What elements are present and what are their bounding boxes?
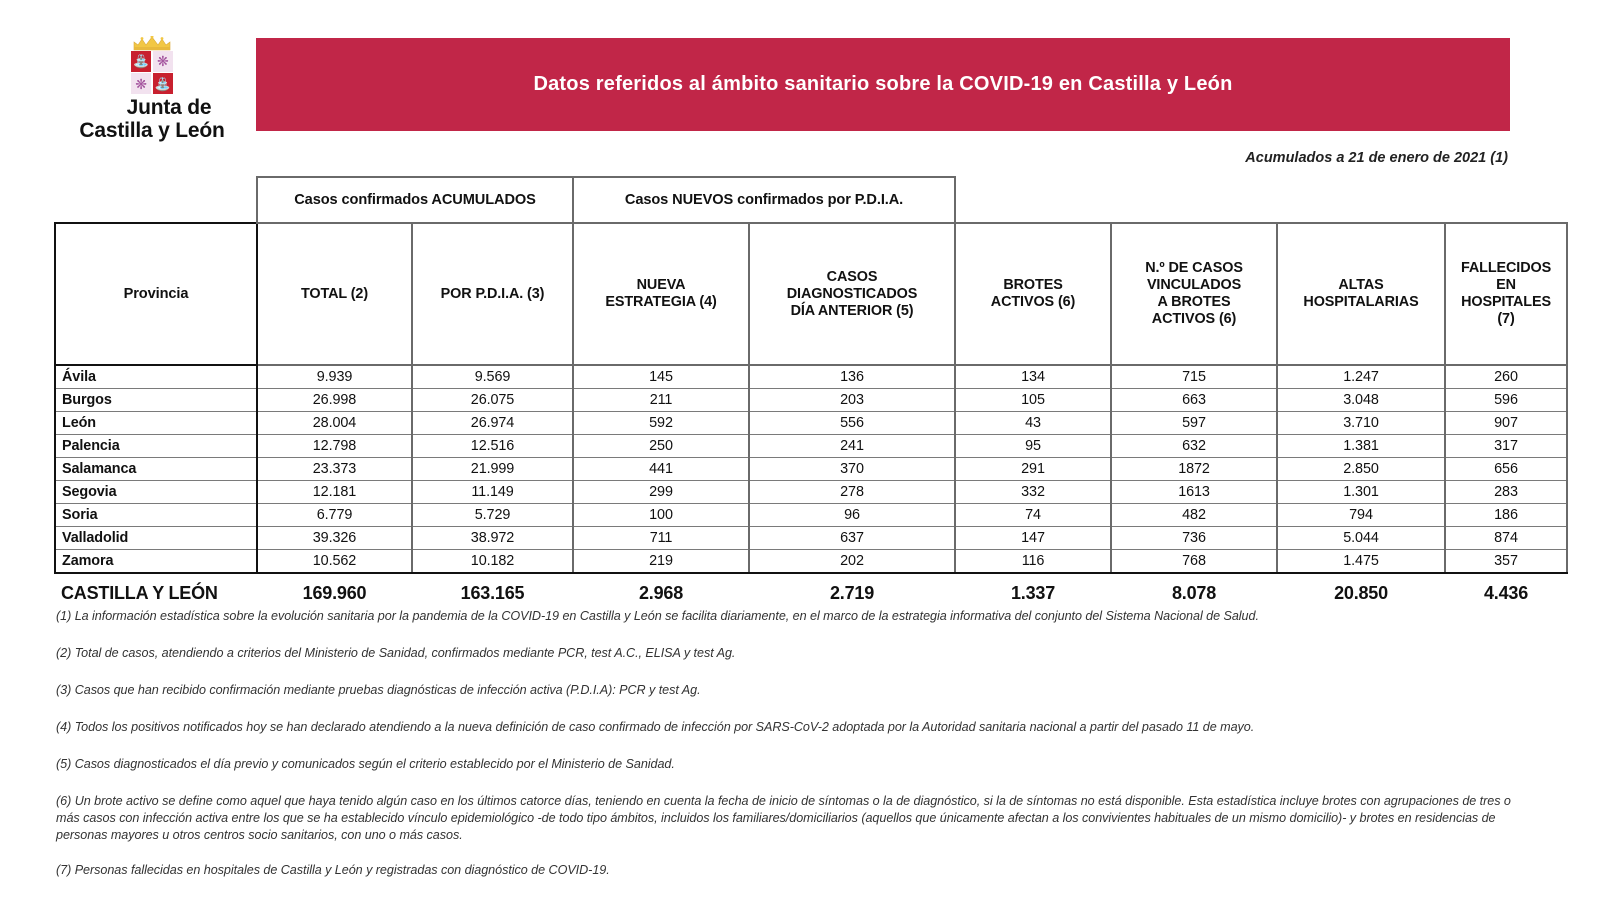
page-header: [0, 0, 1600, 140]
logo-text: [79, 96, 224, 142]
title-banner: [256, 38, 1510, 131]
column-header-fallecidos: [1445, 223, 1567, 365]
header-line: DÍA ANTERIOR (5): [790, 302, 914, 319]
header-line: (7): [1497, 311, 1515, 327]
table-row: [55, 527, 1567, 550]
lion-icon: ❋: [157, 53, 169, 70]
lion-icon: ❋: [135, 75, 147, 92]
total-altas: 20.850: [1334, 582, 1388, 603]
cell-altas: 5.044: [1277, 527, 1445, 550]
cell-brotes-activos: 105: [955, 389, 1111, 412]
table-total-row: [55, 573, 1567, 612]
cell-vinculados: 715: [1111, 365, 1277, 389]
group-header-acumulados: Casos confirmados ACUMULADOS: [257, 177, 573, 223]
cell-casos-diagnosticados: 136: [749, 365, 955, 389]
cell-altas: 1.381: [1277, 435, 1445, 458]
cell-fallecidos: 874: [1445, 527, 1567, 550]
header-line: CASOS: [826, 268, 878, 285]
cell-nueva-estrategia: 145: [573, 365, 749, 389]
shield-quarters: [131, 51, 173, 94]
header-line: A BROTES: [1157, 294, 1231, 310]
table-row: [55, 504, 1567, 527]
cell-provincia: Valladolid: [55, 527, 257, 550]
cell-nueva-estrategia: 592: [573, 412, 749, 435]
group-header-blank-right: [955, 177, 1567, 223]
footnote-6: (6) Un brote activo se define como aquel que haya tenido algún caso en los últimos catorce días, teniendo en cuenta la fecha de inicio de síntomas o la de diagnóstico, si la de síntomas no está disponible. Esta estadística incluye brotes con agrupaciones de tres o más casos con infección activa entre los que se ha establecido vínculo epidemiológico -de todo tipo ámbitos, incluidos los familiares/domiciliarios (aquellos que únicamente afectan a los convivientes habituales de un mismo domicilio)- y brotes en residencias de personas mayores u otros centros socio sanitarios, con uno o más casos.: [56, 794, 1511, 842]
cell-provincia: Salamanca: [55, 458, 257, 481]
footnotes-list: [56, 608, 1516, 899]
column-header-vinculados: [1111, 223, 1277, 365]
cell-fallecidos: 186: [1445, 504, 1567, 527]
cell-casos-diagnosticados: 96: [749, 504, 955, 527]
cell-altas: 794: [1277, 504, 1445, 527]
cell-altas: 3.710: [1277, 412, 1445, 435]
header-line: N.º DE CASOS: [1145, 260, 1243, 276]
cell-casos-diagnosticados: 202: [749, 550, 955, 574]
cell-altas: 3.048: [1277, 389, 1445, 412]
covid-data-table: [54, 176, 1568, 612]
cell-altas: 1.247: [1277, 365, 1445, 389]
total-nueva-estrategia: 2.968: [638, 582, 684, 603]
footnote-5: (5) Casos diagnosticados el día previo y comunicados según el criterio establecido por el Ministerio de Sanidad.: [56, 757, 675, 771]
total-casos-diagnosticados: 2.719: [829, 582, 875, 603]
footnote-7: (7) Personas fallecidas en hospitales de Castilla y León y registradas con diagnóstico de COVID-19.: [56, 863, 610, 877]
cell-altas: 2.850: [1277, 458, 1445, 481]
header-line: HOSPITALARIAS: [1303, 294, 1419, 310]
cell-nueva-estrategia: 441: [573, 458, 749, 481]
banner-title: Datos referidos al ámbito sanitario sobre la COVID-19 en Castilla y León: [533, 73, 1233, 95]
cell-por-pdia: 12.516: [412, 435, 573, 458]
table-row: [55, 389, 1567, 412]
cell-fallecidos: 260: [1445, 365, 1567, 389]
column-header-por-pdia: [412, 223, 573, 365]
footnote-3: (3) Casos que han recibido confirmación mediante pruebas diagnósticas de infección activa (P.D.I.A): PCR y test Ag.: [56, 683, 701, 697]
total-por-pdia: 163.165: [460, 582, 525, 603]
cell-por-pdia: 26.974: [412, 412, 573, 435]
table-row: [55, 481, 1567, 504]
junta-logo: [52, 36, 252, 142]
header-line: ESTRATEGIA (4): [605, 294, 717, 310]
cell-brotes-activos: 134: [955, 365, 1111, 389]
cell-provincia: Burgos: [55, 389, 257, 412]
cell-vinculados: 736: [1111, 527, 1277, 550]
column-header-brotes-activos: [955, 223, 1111, 365]
cell-fallecidos: 357: [1445, 550, 1567, 574]
cell-fallecidos: 317: [1445, 435, 1567, 458]
cell-total: 26.998: [257, 389, 412, 412]
total-total: 169.960: [302, 582, 367, 603]
cell-total: 10.562: [257, 550, 412, 574]
cell-vinculados: 632: [1111, 435, 1277, 458]
column-header-total: [257, 223, 412, 365]
table-row: [55, 550, 1567, 574]
cell-vinculados: 663: [1111, 389, 1277, 412]
header-line: Provincia: [123, 285, 189, 302]
header-line: POR P.D.I.A. (3): [440, 285, 545, 302]
cell-nueva-estrategia: 299: [573, 481, 749, 504]
footnote-1: (1) La información estadística sobre la evolución sanitaria por la pandemia de la COVID-19 en Castilla y León se facilita diariamente, en el marco de la estrategia informativa del conjunto del Sistema Nacional de Salud.: [56, 609, 1259, 623]
cell-fallecidos: 656: [1445, 458, 1567, 481]
castle-quarter-1: [131, 51, 151, 72]
covid-data-table-wrapper: [54, 176, 1552, 612]
group-header-blank: [55, 177, 257, 223]
group-header-nuevos: Casos NUEVOS confirmados por P.D.I.A.: [573, 177, 955, 223]
castle-icon: ⛲: [133, 53, 150, 69]
cell-total: 23.373: [257, 458, 412, 481]
total-vinculados: 8.078: [1171, 582, 1217, 603]
cell-nueva-estrategia: 211: [573, 389, 749, 412]
column-header-altas: [1277, 223, 1445, 365]
cell-fallecidos: 283: [1445, 481, 1567, 504]
cell-por-pdia: 10.182: [412, 550, 573, 574]
header-line: VINCULADOS: [1146, 277, 1242, 293]
cell-provincia: Zamora: [55, 550, 257, 574]
total-brotes-activos: 1.337: [1010, 582, 1056, 603]
cell-total: 9.939: [257, 365, 412, 389]
cell-nueva-estrategia: 100: [573, 504, 749, 527]
cell-nueva-estrategia: 219: [573, 550, 749, 574]
cell-fallecidos: 596: [1445, 389, 1567, 412]
cell-brotes-activos: 147: [955, 527, 1111, 550]
cell-por-pdia: 38.972: [412, 527, 573, 550]
header-line: FALLECIDOS: [1460, 260, 1552, 276]
castle-icon: ⛲: [154, 76, 171, 92]
cell-por-pdia: 26.075: [412, 389, 573, 412]
lion-quarter-2: [131, 73, 151, 94]
cell-fallecidos: 907: [1445, 412, 1567, 435]
cell-casos-diagnosticados: 556: [749, 412, 955, 435]
cell-provincia: Soria: [55, 504, 257, 527]
cell-altas: 1.475: [1277, 550, 1445, 574]
cell-por-pdia: 21.999: [412, 458, 573, 481]
cell-provincia: Segovia: [55, 481, 257, 504]
logo-line-1: Junta de: [126, 96, 212, 119]
column-header-provincia: [55, 223, 257, 365]
header-line: ALTAS: [1338, 277, 1384, 293]
cell-provincia: Ávila: [55, 365, 257, 389]
cell-total: 39.326: [257, 527, 412, 550]
cell-total: 28.004: [257, 412, 412, 435]
cell-casos-diagnosticados: 278: [749, 481, 955, 504]
total-fallecidos: 4.436: [1483, 582, 1529, 603]
table-row: [55, 435, 1567, 458]
cell-total: 12.798: [257, 435, 412, 458]
lion-quarter-1: [153, 51, 173, 72]
header-line: NUEVA: [636, 277, 686, 293]
footnote-2: (2) Total de casos, atendiendo a criterios del Ministerio de Sanidad, confirmados mediante PCR, test A.C., ELISA y test Ag.: [56, 646, 736, 660]
castle-quarter-2: [153, 73, 173, 94]
cell-por-pdia: 11.149: [412, 481, 573, 504]
table-row: [55, 458, 1567, 481]
cell-casos-diagnosticados: 241: [749, 435, 955, 458]
column-header-row: [55, 223, 1567, 365]
header-line: HOSPITALES: [1461, 294, 1551, 310]
header-line: EN: [1496, 277, 1516, 293]
total-label: CASTILLA Y LEÓN: [61, 582, 218, 603]
footnote-4: (4) Todos los positivos notificados hoy se han declarado atendiendo a la nueva definición de caso confirmado de infección por SARS-CoV-2 adoptada por la Autoridad sanitaria nacional a partir del pasado 11 de mayo.: [56, 720, 1255, 734]
table-row: [55, 365, 1567, 389]
cell-brotes-activos: 291: [955, 458, 1111, 481]
table-footer-total: [55, 573, 1567, 612]
cell-vinculados: 597: [1111, 412, 1277, 435]
crown-icon: [132, 36, 172, 51]
cell-nueva-estrategia: 711: [573, 527, 749, 550]
column-header-casos-diagnosticados: [749, 223, 955, 365]
cell-vinculados: 482: [1111, 504, 1277, 527]
group-header-row: [55, 177, 1567, 223]
cell-brotes-activos: 116: [955, 550, 1111, 574]
header-line: BROTES: [1003, 277, 1063, 293]
cell-total: 12.181: [257, 481, 412, 504]
header-line: DIAGNOSTICADOS: [786, 285, 918, 302]
cell-vinculados: 768: [1111, 550, 1277, 574]
cell-vinculados: 1613: [1111, 481, 1277, 504]
cell-brotes-activos: 74: [955, 504, 1111, 527]
cell-total: 6.779: [257, 504, 412, 527]
table-body: [55, 365, 1567, 573]
cell-nueva-estrategia: 250: [573, 435, 749, 458]
cell-casos-diagnosticados: 203: [749, 389, 955, 412]
cell-brotes-activos: 95: [955, 435, 1111, 458]
table-header: [55, 177, 1567, 365]
cell-brotes-activos: 43: [955, 412, 1111, 435]
cell-altas: 1.301: [1277, 481, 1445, 504]
header-line: ACTIVOS (6): [1151, 311, 1237, 327]
cell-casos-diagnosticados: 637: [749, 527, 955, 550]
cell-brotes-activos: 332: [955, 481, 1111, 504]
cell-por-pdia: 5.729: [412, 504, 573, 527]
header-line: ACTIVOS (6): [990, 294, 1076, 310]
column-header-nueva-estrategia: [573, 223, 749, 365]
cell-por-pdia: 9.569: [412, 365, 573, 389]
cell-casos-diagnosticados: 370: [749, 458, 955, 481]
logo-line-2: Castilla y León: [79, 119, 225, 142]
cell-provincia: Palencia: [55, 435, 257, 458]
accumulated-date-note: Acumulados a 21 de enero de 2021 (1): [1245, 150, 1508, 166]
coat-of-arms-icon: [126, 36, 178, 94]
header-line: TOTAL (2): [300, 285, 369, 302]
cell-vinculados: 1872: [1111, 458, 1277, 481]
cell-provincia: León: [55, 412, 257, 435]
table-row: [55, 412, 1567, 435]
